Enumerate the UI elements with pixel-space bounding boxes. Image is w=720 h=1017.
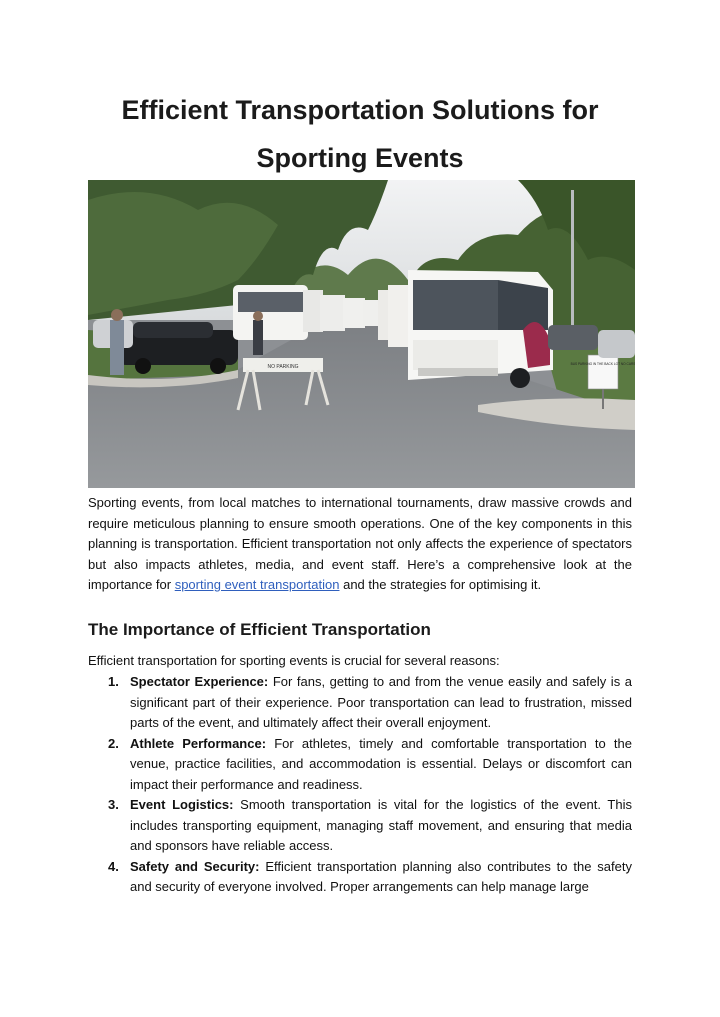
list-item (88, 857, 632, 898)
page-title (60, 86, 660, 182)
list-item-term: Event Logistics: (130, 797, 234, 812)
sign-text: BUS PARKING IN THE BACK LOT NO CARS (570, 362, 635, 366)
reasons-list (88, 672, 632, 898)
title-line-2: Sporting Events (256, 143, 464, 173)
list-item-number: 1. (108, 674, 119, 689)
section-heading: The Importance of Efficient Transportation (88, 620, 431, 639)
list-item-term: Athlete Performance: (130, 735, 267, 751)
barrier-text: NO PARKING (267, 364, 299, 370)
intro-text-before-link: Sporting events, from local matches to international tournaments, draw massive crowds and require meticulous planning to ensure smooth operations. One of the key components in this planning is transportation. Efficient transportation not only affects the experience of spectators but also impacts athletes, media, and event staff. Here’s a comprehensive look at the importance for (88, 495, 632, 592)
list-item (88, 795, 632, 857)
intro-paragraph (88, 493, 632, 596)
bus-parking-photo (88, 180, 635, 488)
list-item-text: For fans, getting to and from the venue easily and safely is a significant part of their experience. Poor transportation can lead to frustration, missed parts of the event, and ultimately affect their overall enjoyment. (130, 674, 632, 730)
sporting-event-transportation-link[interactable]: sporting event transportation (174, 577, 340, 592)
list-item-text: For athletes, timely and comfortable transportation to the venue, practice facilities, and accommodation is essential. Delays or discomfort can impact their performance and readiness. (130, 735, 632, 792)
list-item-text: Efficient transportation planning also contributes to the safety and security of everyone involved. Proper arrangements can help manage large (130, 858, 632, 894)
list-item (88, 734, 632, 796)
list-item-number: 2. (108, 735, 119, 751)
list-item-number: 4. (108, 858, 119, 874)
list-item-text: Smooth transportation is vital for the logistics of the event. This includes transporting equipment, managing staff movement, and ensuring that media and sponsors have reliable access. (130, 797, 632, 853)
list-item-term: Safety and Security: (130, 858, 260, 874)
list-item-term: Spectator Experience: (130, 674, 269, 689)
title-line-1: Efficient Transportation Solutions for (121, 95, 599, 125)
intro-text-after-link: and the strategies for optimising it. (339, 577, 542, 592)
section-lead: Efficient transportation for sporting events is crucial for several reasons: (88, 653, 500, 668)
list-item (88, 672, 632, 734)
list-item-number: 3. (108, 797, 119, 812)
